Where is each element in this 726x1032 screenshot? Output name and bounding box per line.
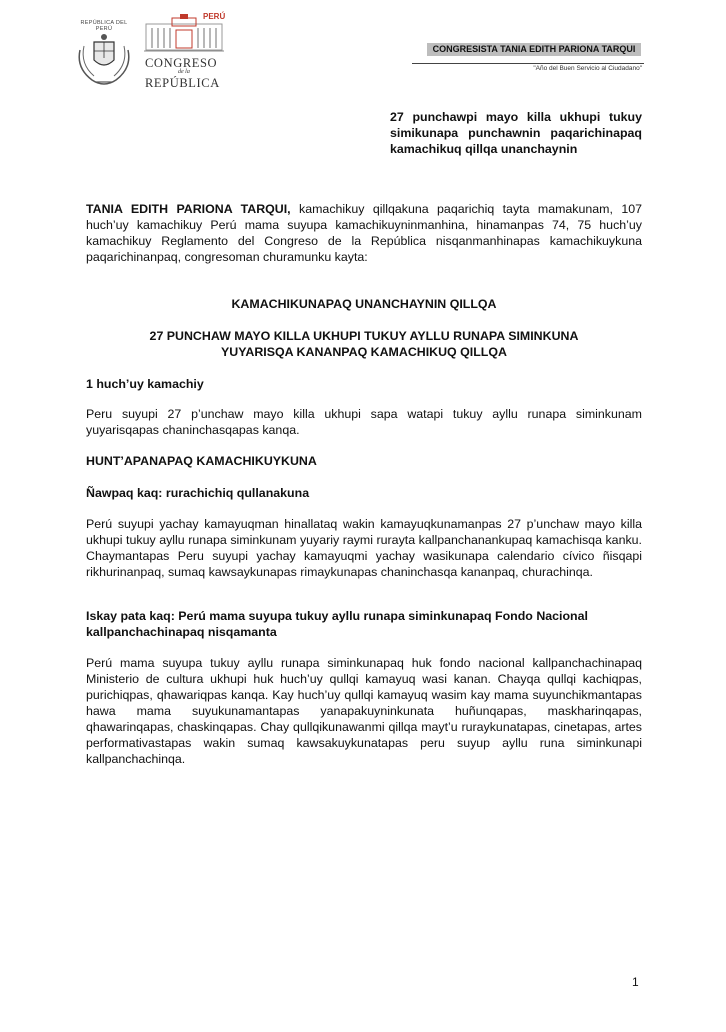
law-title-line-1: 27 PUNCHAW MAYO KILLA UKHUPI TUKUY AYLLU RUNAPA SIMINKUNA: [149, 329, 579, 343]
congresista-banner: CONGRESISTA TANIA EDITH PARIONA TARQUI: [427, 43, 641, 56]
final-provisions-heading: HUNT’APANAPAQ KAMACHIKUYKUNA: [86, 454, 317, 468]
year-motto: "Año del Buen Servicio al Ciudadano": [533, 65, 642, 72]
author-name: TANIA EDITH PARIONA TARQUI,: [86, 202, 291, 216]
second-provision-heading: Iskay pata kaq: Perú mama suyupa tukuy ayllu runapa siminkunapaq Fondo Nacional kallpanchachinapaq nisqamanta: [86, 609, 588, 639]
intro-paragraph: [86, 201, 642, 265]
dela-wordmark: de la: [178, 69, 190, 75]
header-divider: [412, 63, 644, 64]
peru-tag: PERÚ: [203, 12, 226, 21]
article-1-text: Peru suyupi 27 p’unchaw mayo killa ukhupi sapa watapi tukuy ayllu runapa siminkunam yuyarisqapas chaninchasqapas kanqa.: [86, 407, 642, 437]
law-title-line-2: YUYARISQA KANANPAQ KAMACHIKUQ QILLQA: [221, 345, 507, 359]
republica-wordmark: REPÚBLICA: [145, 76, 220, 90]
page-number: 1: [632, 975, 639, 989]
shield-caption: REPÚBLICA DEL PERÚ: [80, 20, 128, 32]
intro-text: kamachikuy qillqakuna paqarichiq tayta mamakunam, 107 huch’uy kamachikuy Perú mama suyupa kamachikuyninmanhina, hinamanpas 74, 75 huch’uy kamachikuy Reglamento del Congreso de la República nisqanmanhinapas kamachikuykuna paqarichinanpaq, congresoman churamunku kayta:: [86, 202, 642, 264]
first-provision-text: Perú suyupi yachay kamayuqman hinallataq wakin kamayuqkunamanpas 27 p’unchaw mayo killa ukhupi tukuy ayllu runapa siminkunam yuyariy raymi rurayta kallpanchanankupaq kamachisqa kanku. Chaymantapas Peru suyupi yachay kamayuqmi yachay wasikunapa calendario cívico ñisqapi rikhurinanpaq, sumaq kawsaykunapas rimaykunapas chaninchasqa kananpaq, churachinqa.: [86, 517, 642, 579]
article-1-heading: 1 huch’uy kamachiy: [86, 377, 204, 391]
bill-summary: 27 punchawpi mayo killa ukhupi tukuy simikunapa punchawnin paqarichinapaq kamachikuq qillqa unanchaynin: [390, 110, 642, 156]
congreso-wordmark: CONGRESO: [145, 56, 218, 70]
second-provision-text: Perú mama suyupa tukuy ayllu runapa siminkunapaq huk fondo nacional kallpanchachinapaq Ministerio de cultura ukhupi huk huch’uy qullqi kamayuq wasi kanan. Chayqa qullqi kachiqpas, purichiqpas, qhawariqpas kanqa. Kay huch’uy qullqi kamayuq wasim kay mama suyunchikmantapas hawa mama suyukunamantapas yanapakuyninkunata huñunqapas, maskharinqapas, qhawarinqapas, chaskinqapas. Chay qullqikunawanmi qillqa mayt’u ruraykunatapas, cinetapas, artes performativastapas wakin sumaq kawsakuykunatapas peru suyup ayllu runa siminkunapi kallpanchachinqa.: [86, 656, 642, 766]
first-provision-heading: Ñawpaq kaq: rurachichiq qullanakuna: [86, 486, 310, 500]
document-title: KAMACHIKUNAPAQ UNANCHAYNIN QILLQA: [231, 297, 497, 311]
